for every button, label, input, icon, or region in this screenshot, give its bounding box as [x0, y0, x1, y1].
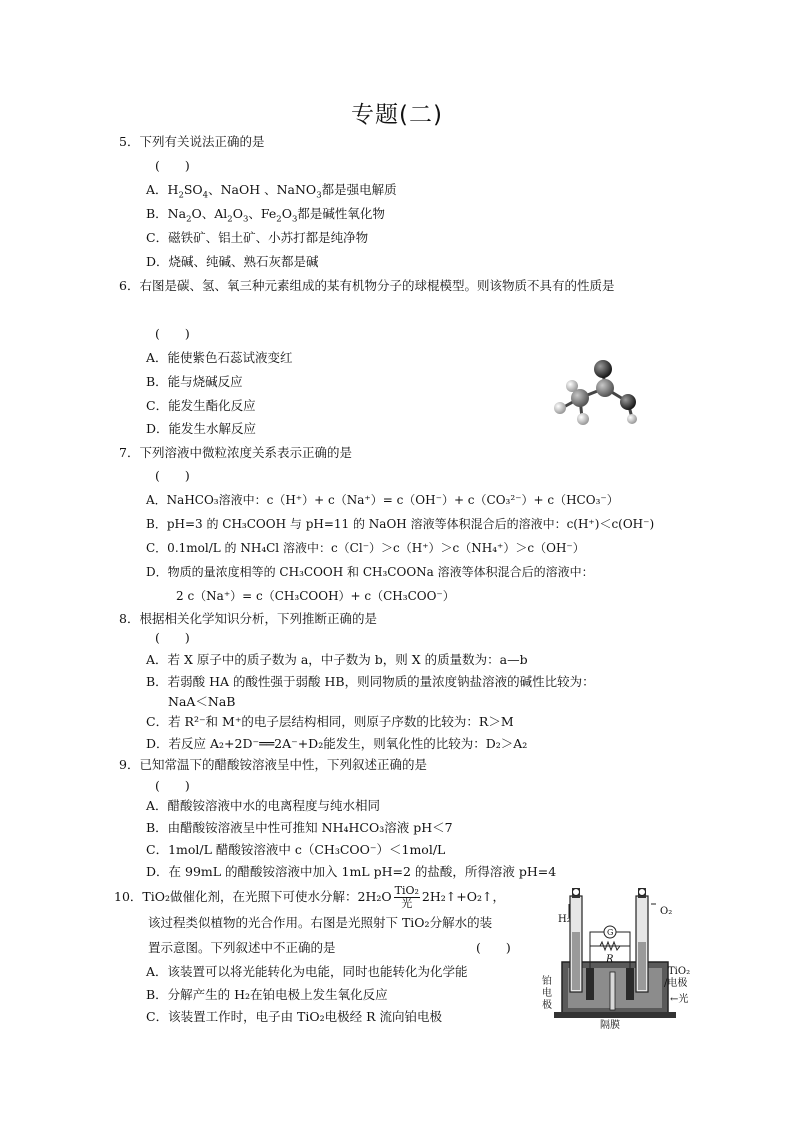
- q6-stem: 6．右图是碳、氢、氧三种元素组成的某有机物分子的球棍模型。则该物质不具有的性质是: [119, 278, 615, 293]
- q5-option-c: C．磁铁矿、铝土矿、小苏打都是纯净物: [146, 230, 369, 245]
- q10-option-a: A．该装置可以将光能转化为电能，同时也能转化为化学能: [146, 964, 468, 979]
- q7-option-a: A．NaHCO₃溶液中：c（H⁺）+ c（Na⁺）= c（OH⁻）+ c（CO₃²⁻）+ c（HCO₃⁻）: [146, 493, 619, 507]
- oxygen-atom: [620, 394, 636, 410]
- membrane-label: 隔膜: [600, 1020, 620, 1031]
- q6-answer-paren: ( ): [155, 326, 190, 341]
- q8-stem: 8．根据相关化学知识分析，下列推断正确的是: [119, 611, 377, 626]
- q5-answer-paren: ( ): [155, 158, 190, 173]
- tio2-electrode-label-1: TiO₂: [668, 966, 691, 977]
- oxygen-atom: [594, 360, 612, 378]
- q8-option-a: A．若 X 原子中的质子数为 a，中子数为 b，则 X 的质量数为：a—b: [146, 652, 528, 667]
- hydrogen-atom: [577, 413, 589, 425]
- galvanometer-label: G: [607, 928, 614, 937]
- q6-option-b: B．能与烧碱反应: [146, 374, 243, 389]
- page-title: 专题(二): [351, 102, 443, 128]
- h2-label: H₂: [558, 914, 571, 925]
- q5-stem: 5．下列有关说法正确的是: [119, 134, 265, 149]
- q5-option-b: B．$Na_2O$、$Al_2O_3$、$Fe_2O_3$都是碱性氧化物: [146, 206, 385, 225]
- q7-option-b: B．pH=3 的 CH₃COOH 与 pH=11 的 NaOH 溶液等体积混合后的溶液中：c(H⁺)＜c(OH⁻): [146, 517, 655, 531]
- hydrogen-atom: [566, 380, 578, 392]
- q9-answer-paren: ( ): [155, 778, 190, 793]
- q10-stem: 10．TiO₂做催化剂，在光照下可使水分解：2H₂O $\frac{\text{TiO₂}}{\text{光}}$ 2H₂↑+O₂↑，: [114, 884, 505, 910]
- q6-option-d: D．能发生水解反应: [146, 421, 257, 436]
- hydrogen-atom: [627, 414, 637, 424]
- q9-option-a: A．醋酸铵溶液中水的电离程度与纯水相同: [146, 798, 381, 813]
- resistor-label: R: [606, 954, 614, 965]
- q10-stem-line3: 置示意图。下列叙述中不正确的是: [148, 940, 336, 955]
- carbon-atom: [596, 379, 614, 397]
- q8-option-c: C．若 R²⁻和 M⁺的电子层结构相同，则原子序数的比较为：R＞M: [146, 714, 514, 729]
- q7-stem: 7．下列溶液中微粒浓度关系表示正确的是: [119, 445, 352, 460]
- q10-option-b: B．分解产生的 H₂在铂电极上发生氧化反应: [146, 987, 388, 1002]
- q6-option-a: A．能使紫色石蕊试液变红: [146, 350, 293, 365]
- q9-option-b: B．由醋酸铵溶液呈中性可推知 NH₄HCO₃溶液 pH＜7: [146, 820, 453, 835]
- q10-option-c: C．该装置工作时，电子由 TiO₂电极经 R 流向铂电极: [146, 1009, 442, 1024]
- q5-option-a: A．$H_2SO_4$、NaOH 、NaNO$_3$都是强电解质: [146, 182, 397, 201]
- platinum-electrode-label-1: 铂: [542, 976, 552, 987]
- q10-answer-paren: ( ): [476, 940, 511, 955]
- q5-option-d: D．烧碱、纯碱、熟石灰都是碱: [146, 254, 319, 269]
- light-label: ←光: [670, 994, 689, 1005]
- platinum-electrode-label-3: 极: [542, 1000, 552, 1011]
- q10-stem-line2: 该过程类似植物的光合作用。右图是光照射下 TiO₂分解水的装: [148, 915, 493, 930]
- tio2-electrode-label-2: /电极: [664, 978, 688, 989]
- q8-option-b-cont: NaA＜NaB: [168, 694, 236, 709]
- platinum-electrode-label-2: 电: [542, 988, 552, 999]
- q9-stem: 9．已知常温下的醋酸铵溶液呈中性，下列叙述正确的是: [119, 757, 427, 772]
- o2-label: O₂: [660, 906, 673, 917]
- q10-catalyst-arrow: $\frac{\text{TiO₂}}{\text{光}}$: [394, 884, 419, 910]
- q7-option-d-cont: 2 c（Na⁺）= c（CH₃COOH）+ c（CH₃COO⁻）: [176, 589, 455, 603]
- q7-option-d: D．物质的量浓度相等的 CH₃COOH 和 CH₃COONa 溶液等体积混合后的溶液中：: [146, 565, 594, 579]
- q8-option-d: D．若反应 A₂+2D⁻══2A⁻+D₂能发生，则氧化性的比较为：D₂＞A₂: [146, 736, 528, 751]
- q8-option-b: B．若弱酸 HA 的酸性强于弱酸 HB，则同物质的量浓度钠盐溶液的碱性比较为：: [146, 674, 595, 689]
- q7-option-c: C．0.1mol/L 的 NH₄Cl 溶液中：c（Cl⁻）＞c（H⁺）＞c（NH₄⁺）＞c（OH⁻）: [146, 541, 585, 555]
- ball-stick-model-figure: [548, 356, 640, 432]
- q7-answer-paren: ( ): [155, 468, 190, 483]
- q8-answer-paren: ( ): [155, 630, 190, 645]
- q9-option-d: D．在 99mL 的醋酸铵溶液中加入 1mL pH=2 的盐酸，所得溶液 pH=4: [146, 864, 557, 879]
- q9-option-c: C．1mol/L 醋酸铵溶液中 c（CH₃COO⁻）＜1mol/L: [146, 842, 446, 857]
- hydrogen-atom: [554, 402, 566, 414]
- water-splitting-apparatus-figure: [540, 884, 700, 1034]
- q6-option-c: C．能发生酯化反应: [146, 398, 256, 413]
